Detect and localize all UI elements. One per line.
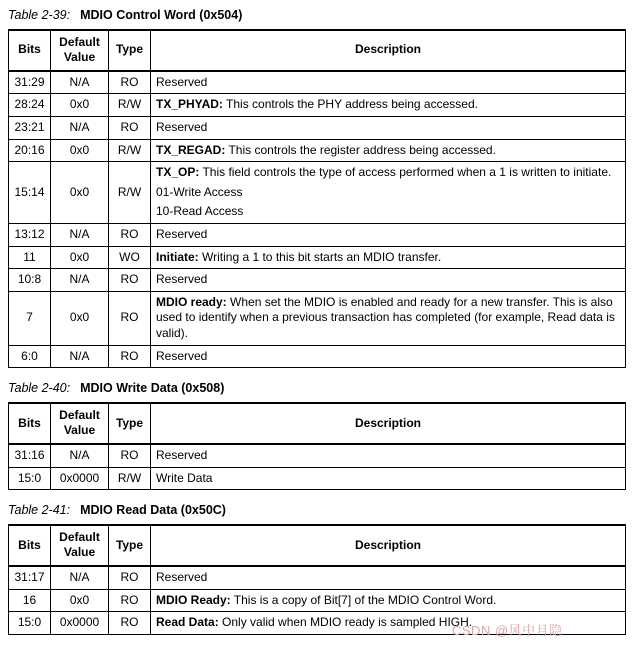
description-cell bbox=[151, 269, 626, 292]
watermark: CSDN @风中月隐 bbox=[452, 623, 563, 638]
description-line: 10-Read Access bbox=[156, 204, 244, 219]
bits-cell: 15:0 bbox=[9, 612, 51, 635]
bits-cell: 13:12 bbox=[9, 223, 51, 246]
type-cell: RO bbox=[109, 223, 151, 246]
table-row bbox=[9, 345, 626, 368]
description-cell bbox=[151, 139, 626, 162]
table-row bbox=[9, 589, 626, 612]
bits-cell: 20:16 bbox=[9, 139, 51, 162]
description-cell bbox=[151, 467, 626, 490]
description-line: Read Data: Only valid when MDIO ready is sampled HIGH. bbox=[156, 615, 473, 630]
bits-cell: 31:16 bbox=[9, 444, 51, 467]
description-line: MDIO ready: When set the MDIO is enabled and ready for a new transfer. This is also used to identify when a previous transaction has completed (for example, Read data is valid). bbox=[156, 294, 615, 340]
header-row bbox=[9, 525, 626, 566]
default-value-cell: N/A bbox=[51, 223, 109, 246]
default-value-cell: N/A bbox=[51, 269, 109, 292]
table-caption-title: MDIO Control Word (0x504) bbox=[80, 8, 243, 22]
description-cell bbox=[151, 162, 626, 224]
description-line: Reserved bbox=[156, 120, 208, 134]
column-header-bits: Bits bbox=[9, 403, 51, 444]
description-line: Write Data bbox=[156, 470, 213, 485]
table-row bbox=[9, 269, 626, 292]
description-line: TX_PHYAD: This controls the PHY address being accessed. bbox=[156, 97, 478, 112]
default-value-cell: N/A bbox=[51, 71, 109, 94]
column-header-bits: Bits bbox=[9, 30, 51, 71]
table-row bbox=[9, 444, 626, 467]
bits-cell: 11 bbox=[9, 246, 51, 269]
type-cell: RO bbox=[109, 291, 151, 345]
bits-cell: 6:0 bbox=[9, 345, 51, 368]
default-value-cell: 0x0 bbox=[51, 162, 109, 224]
description-cell bbox=[151, 291, 626, 345]
column-header-type: Type bbox=[109, 525, 151, 566]
header-row bbox=[9, 403, 626, 444]
default-value-cell: 0x0 bbox=[51, 589, 109, 612]
type-cell: RO bbox=[109, 612, 151, 635]
type-cell: RO bbox=[109, 269, 151, 292]
description-line: Reserved bbox=[156, 348, 208, 363]
type-cell: R/W bbox=[109, 467, 151, 490]
table-caption bbox=[8, 381, 626, 397]
description-cell bbox=[151, 246, 626, 269]
description-line: Reserved bbox=[156, 569, 208, 584]
table-row bbox=[9, 566, 626, 589]
register-table-mdio-read-data bbox=[8, 524, 626, 635]
description-cell bbox=[151, 589, 626, 612]
description-line: TX_OP: This field controls the type of access performed when a 1 is written to initiate. bbox=[156, 165, 612, 180]
bits-cell: 16 bbox=[9, 589, 51, 612]
table-row bbox=[9, 139, 626, 162]
header-row bbox=[9, 30, 626, 71]
description-cell bbox=[151, 345, 626, 368]
description-line: MDIO Ready: This is a copy of Bit[7] of the MDIO Control Word. bbox=[156, 592, 497, 607]
bits-cell: 7 bbox=[9, 291, 51, 345]
column-header-type: Type bbox=[109, 30, 151, 71]
bits-cell: 31:29 bbox=[9, 71, 51, 94]
default-value-cell: N/A bbox=[51, 117, 109, 140]
description-line: Reserved bbox=[156, 74, 208, 89]
description-cell bbox=[151, 223, 626, 246]
table-row bbox=[9, 246, 626, 269]
bits-cell: 31:17 bbox=[9, 566, 51, 589]
table-row bbox=[9, 162, 626, 224]
table-row bbox=[9, 467, 626, 490]
type-cell: RO bbox=[109, 71, 151, 94]
description-line: Reserved bbox=[156, 447, 208, 462]
description-line: Reserved bbox=[156, 272, 208, 287]
table-row bbox=[9, 117, 626, 140]
default-value-cell: N/A bbox=[51, 566, 109, 589]
table-caption-label: Table 2-41: bbox=[8, 503, 71, 518]
description-line: TX_REGAD: This controls the register address being accessed. bbox=[156, 142, 496, 157]
description-cell bbox=[151, 444, 626, 467]
type-cell: R/W bbox=[109, 139, 151, 162]
default-value-cell: 0x0 bbox=[51, 291, 109, 345]
description-cell bbox=[151, 71, 626, 94]
default-value-cell: N/A bbox=[51, 345, 109, 368]
default-value-cell: 0x0000 bbox=[51, 467, 109, 490]
bits-cell: 23:21 bbox=[9, 117, 51, 140]
table-row bbox=[9, 94, 626, 117]
column-header-description: Description bbox=[151, 30, 626, 71]
column-header-type: Type bbox=[109, 403, 151, 444]
register-table-mdio-write-data bbox=[8, 402, 626, 490]
register-table-mdio-control-word bbox=[8, 29, 626, 369]
type-cell: R/W bbox=[109, 94, 151, 117]
default-value-cell: N/A bbox=[51, 444, 109, 467]
column-header-bits: Bits bbox=[9, 525, 51, 566]
table-row bbox=[9, 71, 626, 94]
table-caption-title: MDIO Read Data (0x50C) bbox=[80, 503, 226, 518]
description-line: Reserved bbox=[156, 226, 208, 241]
description-cell bbox=[151, 94, 626, 117]
table-caption bbox=[8, 8, 626, 24]
type-cell: RO bbox=[109, 566, 151, 589]
column-header-description: Description bbox=[151, 525, 626, 566]
column-header-description: Description bbox=[151, 403, 626, 444]
default-value-cell: 0x0000 bbox=[51, 612, 109, 635]
column-header-default-value: Default Value bbox=[51, 30, 109, 71]
bits-cell: 28:24 bbox=[9, 94, 51, 117]
description-line: 01-Write Access bbox=[156, 184, 243, 199]
column-header-default-value: Default Value bbox=[51, 525, 109, 566]
table-caption bbox=[8, 503, 626, 519]
description-line: Initiate: Writing a 1 to this bit starts an MDIO transfer. bbox=[156, 249, 442, 264]
table-caption-label: Table 2-39: bbox=[8, 8, 71, 22]
type-cell: RO bbox=[109, 444, 151, 467]
type-cell: RO bbox=[109, 117, 151, 140]
bits-cell: 15:0 bbox=[9, 467, 51, 490]
default-value-cell: 0x0 bbox=[51, 94, 109, 117]
default-value-cell: 0x0 bbox=[51, 139, 109, 162]
description-cell bbox=[151, 566, 626, 589]
column-header-default-value: Default Value bbox=[51, 403, 109, 444]
table-row bbox=[9, 223, 626, 246]
type-cell: RO bbox=[109, 345, 151, 368]
table-caption-title: MDIO Write Data (0x508) bbox=[80, 381, 225, 396]
default-value-cell: 0x0 bbox=[51, 246, 109, 269]
description-cell bbox=[151, 117, 626, 140]
bits-cell: 15:14 bbox=[9, 162, 51, 224]
type-cell: WO bbox=[109, 246, 151, 269]
bits-cell: 10:8 bbox=[9, 269, 51, 292]
type-cell: RO bbox=[109, 589, 151, 612]
table-row bbox=[9, 291, 626, 345]
table-caption-label: Table 2-40: bbox=[8, 381, 71, 396]
type-cell: R/W bbox=[109, 162, 151, 224]
